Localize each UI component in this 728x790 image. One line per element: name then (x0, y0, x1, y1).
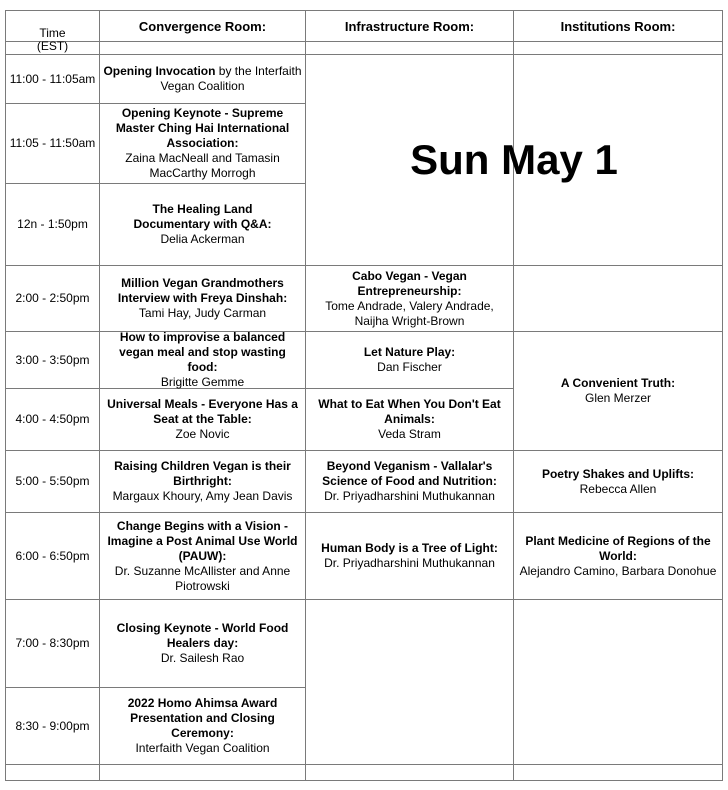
session-title: Cabo Vegan - Vegan Entrepreneurship: (352, 268, 467, 298)
session-raising-children-vegan (100, 451, 305, 512)
session-speakers: Brigitte Gemme (160, 375, 245, 389)
session-speakers: Dr. Suzanne McAllister and Anne Piotrowski (114, 563, 291, 593)
session-title: Raising Children Vegan is their Birthright: (114, 459, 291, 488)
session-speakers: Dan Fischer (377, 360, 442, 374)
session-cabo-vegan (306, 266, 513, 331)
session-title: Change Begins with a Vision - Imagine a Post Animal Use World (PAUW): (107, 518, 298, 563)
session-speakers: Interfaith Vegan Coalition (135, 741, 270, 755)
header-convergence-room: Convergence Room: (138, 18, 267, 34)
time-slot: 4:00 - 4:50pm (15, 412, 90, 426)
session-speakers: Veda Stram (378, 427, 441, 441)
time-slot: 8:30 - 9:00pm (15, 718, 90, 733)
session-what-to-eat (306, 389, 513, 450)
time-slot: 11:05 - 11:50am (9, 136, 96, 150)
time-slot: 12n - 1:50pm (17, 217, 88, 231)
session-opening-invocation (100, 55, 305, 103)
header-time (6, 25, 99, 55)
time-slot: 7:00 - 8:30pm (15, 636, 90, 650)
session-title: Let Nature Play: (363, 345, 456, 359)
session-title: A Convenient Truth: (560, 376, 676, 390)
session-human-body-tree-of-light (306, 513, 513, 599)
header-institutions-room: Institutions Room: (560, 18, 676, 34)
header-infrastructure-room: Infrastructure Room: (344, 18, 475, 34)
session-title: 2022 Homo Ahimsa Award Presentation and Closing Ceremony: (127, 696, 278, 740)
session-speakers: Rebecca Allen (579, 481, 657, 496)
time-slot: 11:00 - 11:05am (9, 71, 96, 86)
session-speakers: Zaina MacNeall and Tamasin MacCarthy Morrogh (125, 151, 280, 180)
session-title: Beyond Veganism - Vallalar's Science of Food and Nutrition: (322, 459, 497, 488)
session-speakers: Delia Ackerman (160, 232, 245, 246)
session-title: How to improvise a balanced vegan meal and stop wasting food: (119, 330, 286, 374)
session-title: Human Body is a Tree of Light: (321, 541, 498, 555)
session-beyond-veganism (306, 451, 513, 512)
time-slot: 3:00 - 3:50pm (15, 352, 90, 367)
session-change-begins-with-vision (100, 513, 305, 599)
time-slot: 6:00 - 6:50pm (15, 548, 90, 563)
session-speakers: Alejandro Camino, Barbara Donohue (519, 563, 717, 578)
header-time-label: Time (39, 26, 66, 40)
session-million-vegan-grandmothers (100, 266, 305, 331)
session-title: What to Eat When You Don't Eat Animals: (318, 397, 501, 426)
session-healing-land (100, 184, 305, 265)
session-poetry-shakes (514, 451, 722, 512)
time-slot: 2:00 - 2:50pm (15, 291, 90, 305)
session-speakers: Dr. Sailesh Rao (160, 651, 245, 665)
session-speakers: Zoe Novic (175, 427, 230, 441)
header-time-zone: (EST) (36, 39, 69, 53)
session-title: Opening Keynote - Supreme Master Ching Hai International Association: (115, 106, 290, 150)
session-speakers: Tome Andrade, Valery Andrade, Naijha Wright-Brown (325, 298, 494, 328)
session-title: Plant Medicine of Regions of the World: (525, 533, 711, 563)
session-title: Closing Keynote - World Food Healers day: (116, 621, 289, 650)
session-title: Opening Invocation (103, 64, 216, 78)
session-speakers: Tami Hay, Judy Carman (138, 306, 267, 320)
session-speakers: Dr. Priyadharshini Muthukannan (324, 489, 495, 503)
session-presenter: by the Interfaith Vegan Coalition (160, 64, 302, 93)
session-speakers: Glen Merzer (584, 391, 652, 405)
session-title: Poetry Shakes and Uplifts: (541, 466, 695, 481)
session-universal-meals (100, 389, 305, 450)
session-speakers: Margaux Khoury, Amy Jean Davis (112, 489, 293, 503)
session-balanced-vegan-meal (100, 332, 305, 388)
session-plant-medicine (514, 513, 722, 599)
session-closing-keynote (100, 600, 305, 687)
date-banner: Sun May 1 (410, 136, 618, 183)
session-title: Million Vegan Grandmothers Interview with Freya Dinshah: (117, 276, 288, 305)
time-slot: 5:00 - 5:50pm (15, 474, 90, 488)
session-title: The Healing Land Documentary with Q&A: (133, 202, 272, 231)
session-convenient-truth (514, 332, 722, 450)
session-title: Universal Meals - Everyone Has a Seat at the Table: (107, 397, 298, 426)
session-opening-keynote (100, 104, 305, 183)
session-speakers: Dr. Priyadharshini Muthukannan (324, 556, 495, 570)
session-homo-ahimsa-award (100, 688, 305, 764)
session-let-nature-play (306, 332, 513, 388)
